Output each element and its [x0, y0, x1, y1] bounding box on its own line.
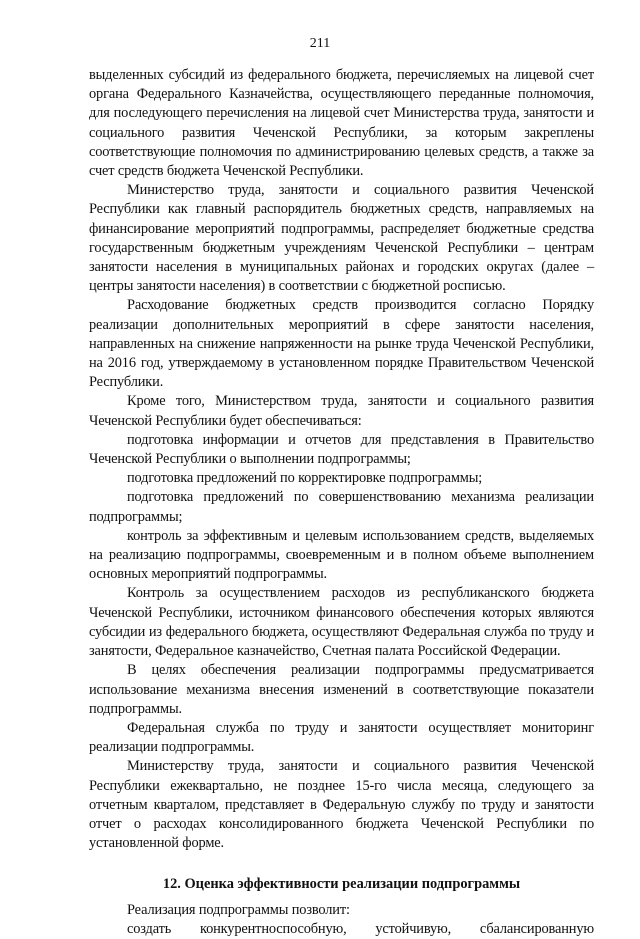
- list-item: подготовка информации и отчетов для представления в Правительство Чеченской Республики о выполнении подпрограммы;: [89, 431, 594, 468]
- paragraph: Контроль за осуществлением расходов из республиканского бюджета Чеченской Республики, источником финансового обеспечения которых являются субсидии из федерального бюджета, осуществляют Федеральная служба по труду и занятости, Федеральное казначейство, Счетная палата Российской Федерации.: [89, 585, 594, 660]
- list-item: подготовка предложений по корректировке подпрограммы;: [127, 470, 483, 487]
- paragraph: Министерству труда, занятости и социального развития Чеченской Республики ежеквартально, не позднее 15-го числа месяца, следующего за отчетным кварталом, представляет в Федеральную службу по труду и занятости отчет о расходах консолидированного бюджета Чеченской Республики по установленной форме.: [89, 758, 594, 852]
- paragraph: выделенных субсидий из федерального бюджета, перечисляемых на лицевой счет органа Федерального Казначейства, осуществляющего переданные полномочия, для последующего перечисления на лицевой счет Министерства труда, занятости и социального развития Чеченской Республики, за которым закреплены соответствующие полномочия по администрированию целевых средств, а также за счет средств бюджета Чеченской Республики.: [89, 67, 594, 180]
- page-number: 211: [309, 36, 331, 51]
- paragraph: Федеральная служба по труду и занятости осуществляет мониторинг реализации подпрограммы.: [89, 719, 594, 756]
- paragraph: Министерство труда, занятости и социального развития Чеченской Республики как главный распорядитель бюджетных средств, направляемых на финансирование мероприятий подпрограммы, распределяет бюджетные средства государственным бюджетным учреждениям Чеченской Республики – центрам занятости населения в муниципальных районах и городских округах (далее – центры занятости населения) в соответствии с бюджетной росписью.: [89, 182, 594, 295]
- paragraph: Расходование бюджетных средств производится согласно Порядку реализации дополнительных мероприятий в сфере занятости населения, направленных на снижение напряженности на рынке труда Чеченской Республики, на 2016 год, утверждаемому в установленном порядке Правительством Чеченской Республики.: [89, 297, 594, 391]
- paragraph: Кроме того, Министерством труда, занятости и социального развития Чеченской Республики будет обеспечиваться:: [89, 393, 594, 429]
- document-body: [89, 66, 594, 939]
- list-item: контроль за эффективным и целевым использованием средств, выделяемых на реализацию подпрограммы, своевременным и в полном объеме выполнением основных мероприятий подпрограммы.: [89, 527, 594, 583]
- paragraph: В целях обеспечения реализации подпрограммы предусматривается использование механизма внесения изменений в соответствующие показатели подпрограммы.: [89, 662, 594, 717]
- paragraph: Реализация подпрограммы позволит:: [127, 901, 350, 918]
- paragraph: создать конкурентноспособную, устойчивую, сбалансированную: [127, 920, 594, 937]
- section-heading: 12. Оценка эффективности реализации подпрограммы: [162, 876, 521, 893]
- list-item: подготовка предложений по совершенствованию механизма реализации подпрограммы;: [89, 489, 594, 525]
